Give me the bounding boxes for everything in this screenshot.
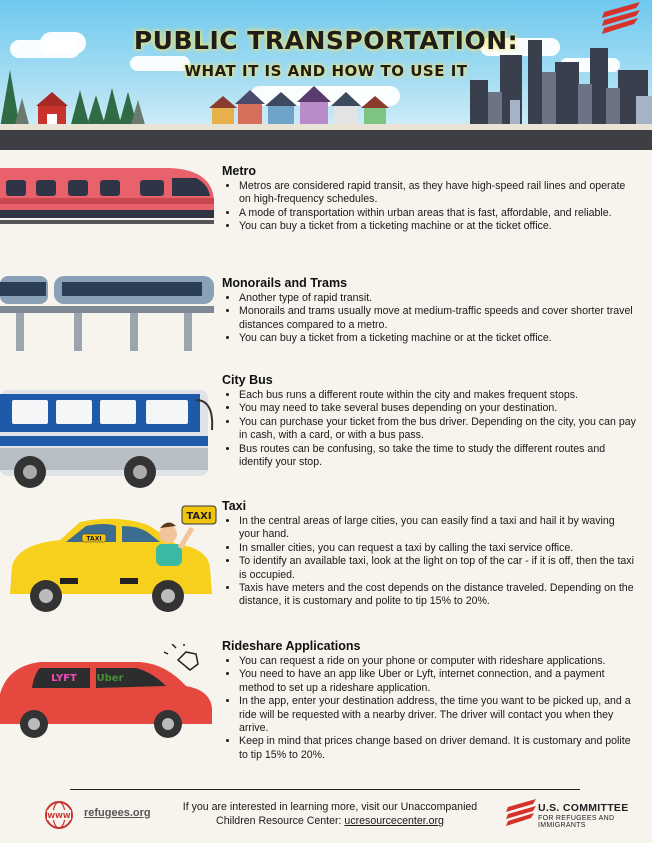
bus-illustration xyxy=(0,386,222,496)
taxi-roof-sign: TAXI xyxy=(86,535,102,543)
section-title: Rideshare Applications xyxy=(222,639,361,653)
list-item: • You need to have an app like Uber or Lyft, internet connection, and a payment method to set up a rideshare application. xyxy=(239,668,636,695)
bullet-list xyxy=(222,389,636,469)
list-item: • Monorails and trams usually move at medium-traffic speeds and cover shorter travel distances compared to a metro. xyxy=(239,305,636,332)
road xyxy=(0,130,652,150)
section-city-bus xyxy=(222,373,636,469)
list-item: • You can buy a ticket from a ticketing machine or at the ticket office. xyxy=(239,220,636,233)
ucresourcecenter-link[interactable]: ucresourcecenter.org xyxy=(344,815,444,827)
uscri-flag-icon xyxy=(506,797,538,829)
footer-message xyxy=(165,800,495,828)
bullet-list xyxy=(222,180,636,234)
taxi-illustration xyxy=(0,504,222,622)
lyft-logo: LYFT xyxy=(51,673,77,684)
list-item: • In smaller cities, you can request a taxi by calling the taxi service office. xyxy=(239,542,636,555)
monorail-illustration xyxy=(0,272,220,354)
list-item: • You can purchase your ticket from the bus driver. Depending on the city, you can pay in cash, with a card, or with a bus pass. xyxy=(239,416,636,443)
footer-divider xyxy=(70,789,580,790)
section-title: City Bus xyxy=(222,373,273,387)
list-item: • A mode of transportation within urban areas that is fast, affordable, and reliable. xyxy=(239,207,636,220)
list-item: • Metros are considered rapid transit, as they have high-speed rail lines and operate on high-frequency schedules. xyxy=(239,180,636,207)
footer-line-1: If you are interested in learning more, visit our Unaccompanied xyxy=(182,801,478,813)
section-title: Taxi xyxy=(222,499,247,513)
uber-logo: Uber xyxy=(96,673,124,684)
list-item: • In the central areas of large cities, you can easily find a taxi and hail it by waving your hand. xyxy=(239,515,636,542)
section-metro xyxy=(222,164,636,234)
bullet-list xyxy=(222,655,636,762)
section-rideshare xyxy=(222,639,636,762)
list-item: • Bus routes can be confusing, so take the time to study the different routes and identify your stop. xyxy=(239,443,636,470)
metro-illustration xyxy=(0,160,220,230)
page-title: PUBLIC TRANSPORTATION: xyxy=(133,26,519,55)
list-item: • You can buy a ticket from a ticketing machine or at the ticket office. xyxy=(239,332,636,345)
globe-www-label: WWW xyxy=(47,812,71,820)
uscri-tagline: FOR REFUGEES AND IMMIGRANTS xyxy=(538,815,615,829)
refugees-link[interactable]: refugees.org xyxy=(84,807,151,819)
header-banner xyxy=(0,0,652,150)
page-subtitle: WHAT IT IS AND HOW TO USE IT xyxy=(184,62,468,80)
list-item: • To identify an available taxi, look at the light on top of the car - if it is off, then the taxi is occupied. xyxy=(239,555,636,582)
list-item: • In the app, enter your destination address, the time you want to be picked up, and a ride will be requested with a nearby driver. The driver will contact you when they arrive. xyxy=(239,695,636,735)
list-item: • You may need to take several buses depending on your destination. xyxy=(239,402,636,415)
list-item: • Taxis have meters and the cost depends on the distance traveled. Depending on the distance, it is customary and polite to tip 15% to 20%. xyxy=(239,582,636,609)
section-title: Metro xyxy=(222,164,257,178)
footer-line-2-prefix: Children Resource Center: xyxy=(216,815,345,827)
uscri-name: U.S. COMMITTEE xyxy=(538,802,629,814)
rideshare-illustration xyxy=(0,644,222,740)
section-monorails xyxy=(222,276,636,346)
bullet-list xyxy=(222,515,636,609)
list-item: • Keep in mind that prices change based on driver demand. It is customary and polite to tip 15% to 20%. xyxy=(239,735,636,762)
globe-icon xyxy=(44,800,78,830)
taxi-hand-sign: TAXI xyxy=(186,511,212,522)
tap-hand-icon xyxy=(164,644,198,670)
section-taxi xyxy=(222,499,636,609)
footer-line-2 xyxy=(165,814,495,828)
list-item: • Each bus runs a different route within the city and makes frequent stops. xyxy=(239,389,636,402)
section-title: Monorails and Trams xyxy=(222,276,348,290)
list-item: • You can request a ride on your phone or computer with rideshare applications. xyxy=(239,655,636,668)
list-item: • Another type of rapid transit. xyxy=(239,292,636,305)
bullet-list xyxy=(222,292,636,346)
